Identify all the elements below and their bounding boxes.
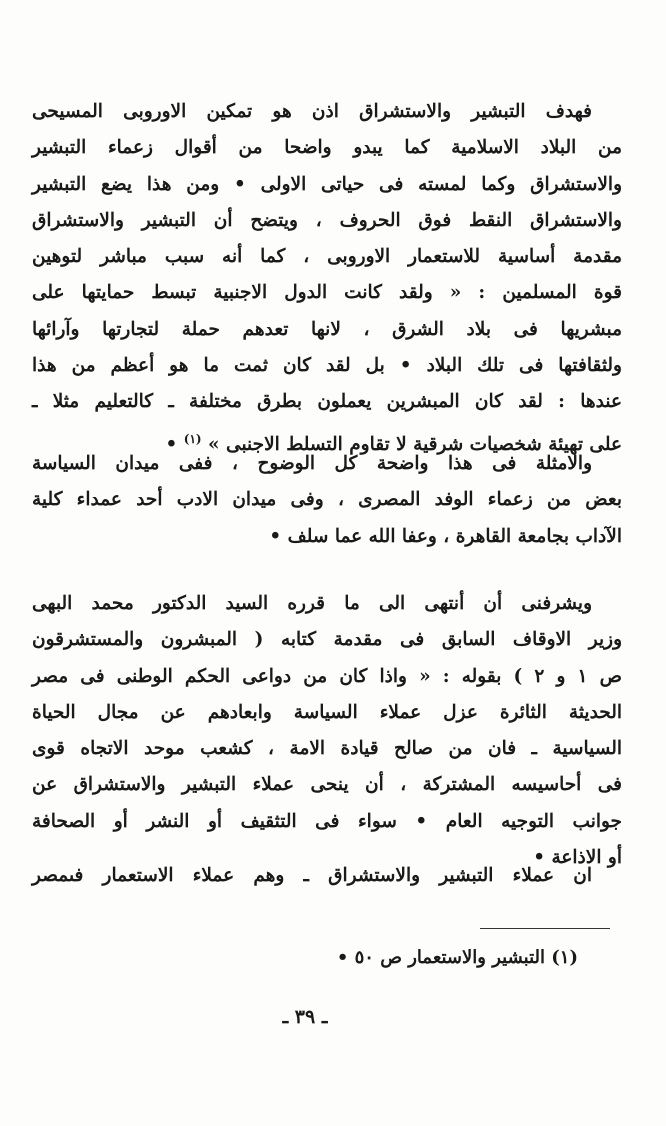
- text-line: قوة المسلمين : « ولقد كانت الدول الاجنبية تبسط حمايتها على: [32, 282, 622, 304]
- text-line: وزير الاوقاف السابق فى مقدمة كتابه ( المبشرون والمستشرقون: [32, 629, 622, 651]
- text-line: والاستشراق النقط فوق الحروف ، ويتضح أن التبشير والاستشراق: [32, 209, 622, 231]
- paragraph-2: [32, 446, 622, 555]
- text-line-content: على تهيئة شخصيات شرقية لا تقاوم التسلط الاجنبى »: [208, 433, 622, 455]
- text-line: الآداب بجامعة القاهرة ، وعفا الله عما سلف •: [269, 525, 622, 547]
- text-line: ان عملاء التبشير والاستشراق ـ وهم عملاء الاستعمار فىمصر: [32, 865, 592, 886]
- text-line: فى أحاسيسه المشتركة ، أن ينحى عملاء التبشير والاستشراق عن: [32, 774, 622, 796]
- end-mark: •: [165, 433, 178, 455]
- footnote: (١) التبشير والاستعمار ص ٥٠ •: [336, 947, 578, 968]
- text-line: والامثلة فى هذا واضحة كل الوضوح ، ففى ميدان السياسة: [32, 453, 592, 474]
- text-line: ص ١ و ٢ ) بقوله : « واذا كان من دواعى الحكم الوطنى فى مصر: [32, 665, 622, 687]
- text-line: من البلاد الاسلامية كما يبدو واضحا من أقوال زعماء التبشير: [32, 137, 622, 159]
- footnote-reference: (١): [183, 431, 202, 446]
- text-line: عندها : لقد كان المبشرين يعملون بطرق مختلفة ـ كالتعليم مثلا ـ: [32, 391, 622, 413]
- text-line: الحديثة الثائرة عزل عملاء السياسة وابعادهم عن مجال الحياة: [32, 701, 622, 723]
- text-line: مقدمة أساسية للاستعمار الاوروبى ، كما أنه سبب مباشر لتوهين: [32, 246, 622, 268]
- paragraph-3: [32, 586, 622, 876]
- text-line: بعض من زعماء الوفد المصرى ، وفى ميدان الادب أحد عمداء كلية: [32, 489, 622, 511]
- page-number: ـ ٣٩ ـ: [282, 1006, 328, 1028]
- text-line: والاستشراق وكما لمسته فى حياتى الاولى • ومن هذا يضع التبشير: [32, 173, 622, 195]
- paragraph-4: [32, 858, 622, 894]
- text-line: ويشرفنى أن أنتهى الى ما قرره السيد الدكتور محمد البهى: [32, 593, 592, 614]
- paragraph-1: [32, 94, 622, 463]
- text-line: السياسية ـ فان من صالح قيادة الامة ، كشعب موحد الاتجاه قوى: [32, 738, 622, 760]
- text-line: أو الاذاعة •: [533, 847, 622, 869]
- text-line: ولثقافتها فى تلك البلاد • بل لقد كان ثمت ما هو أعظم من هذا: [32, 355, 622, 377]
- text-line: جوانب التوجيه العام • سواء فى التثقيف أو النشر أو الصحافة: [32, 810, 622, 832]
- text-line: فهدف التبشير والاستشراق اذن هو تمكين الاوروبى المسيحى: [32, 101, 592, 122]
- text-line: مبشريها فى بلاد الشرق ، لانها تعدهم حملة لتجارتها وآرائها: [32, 318, 622, 340]
- footnote-divider: [480, 928, 610, 929]
